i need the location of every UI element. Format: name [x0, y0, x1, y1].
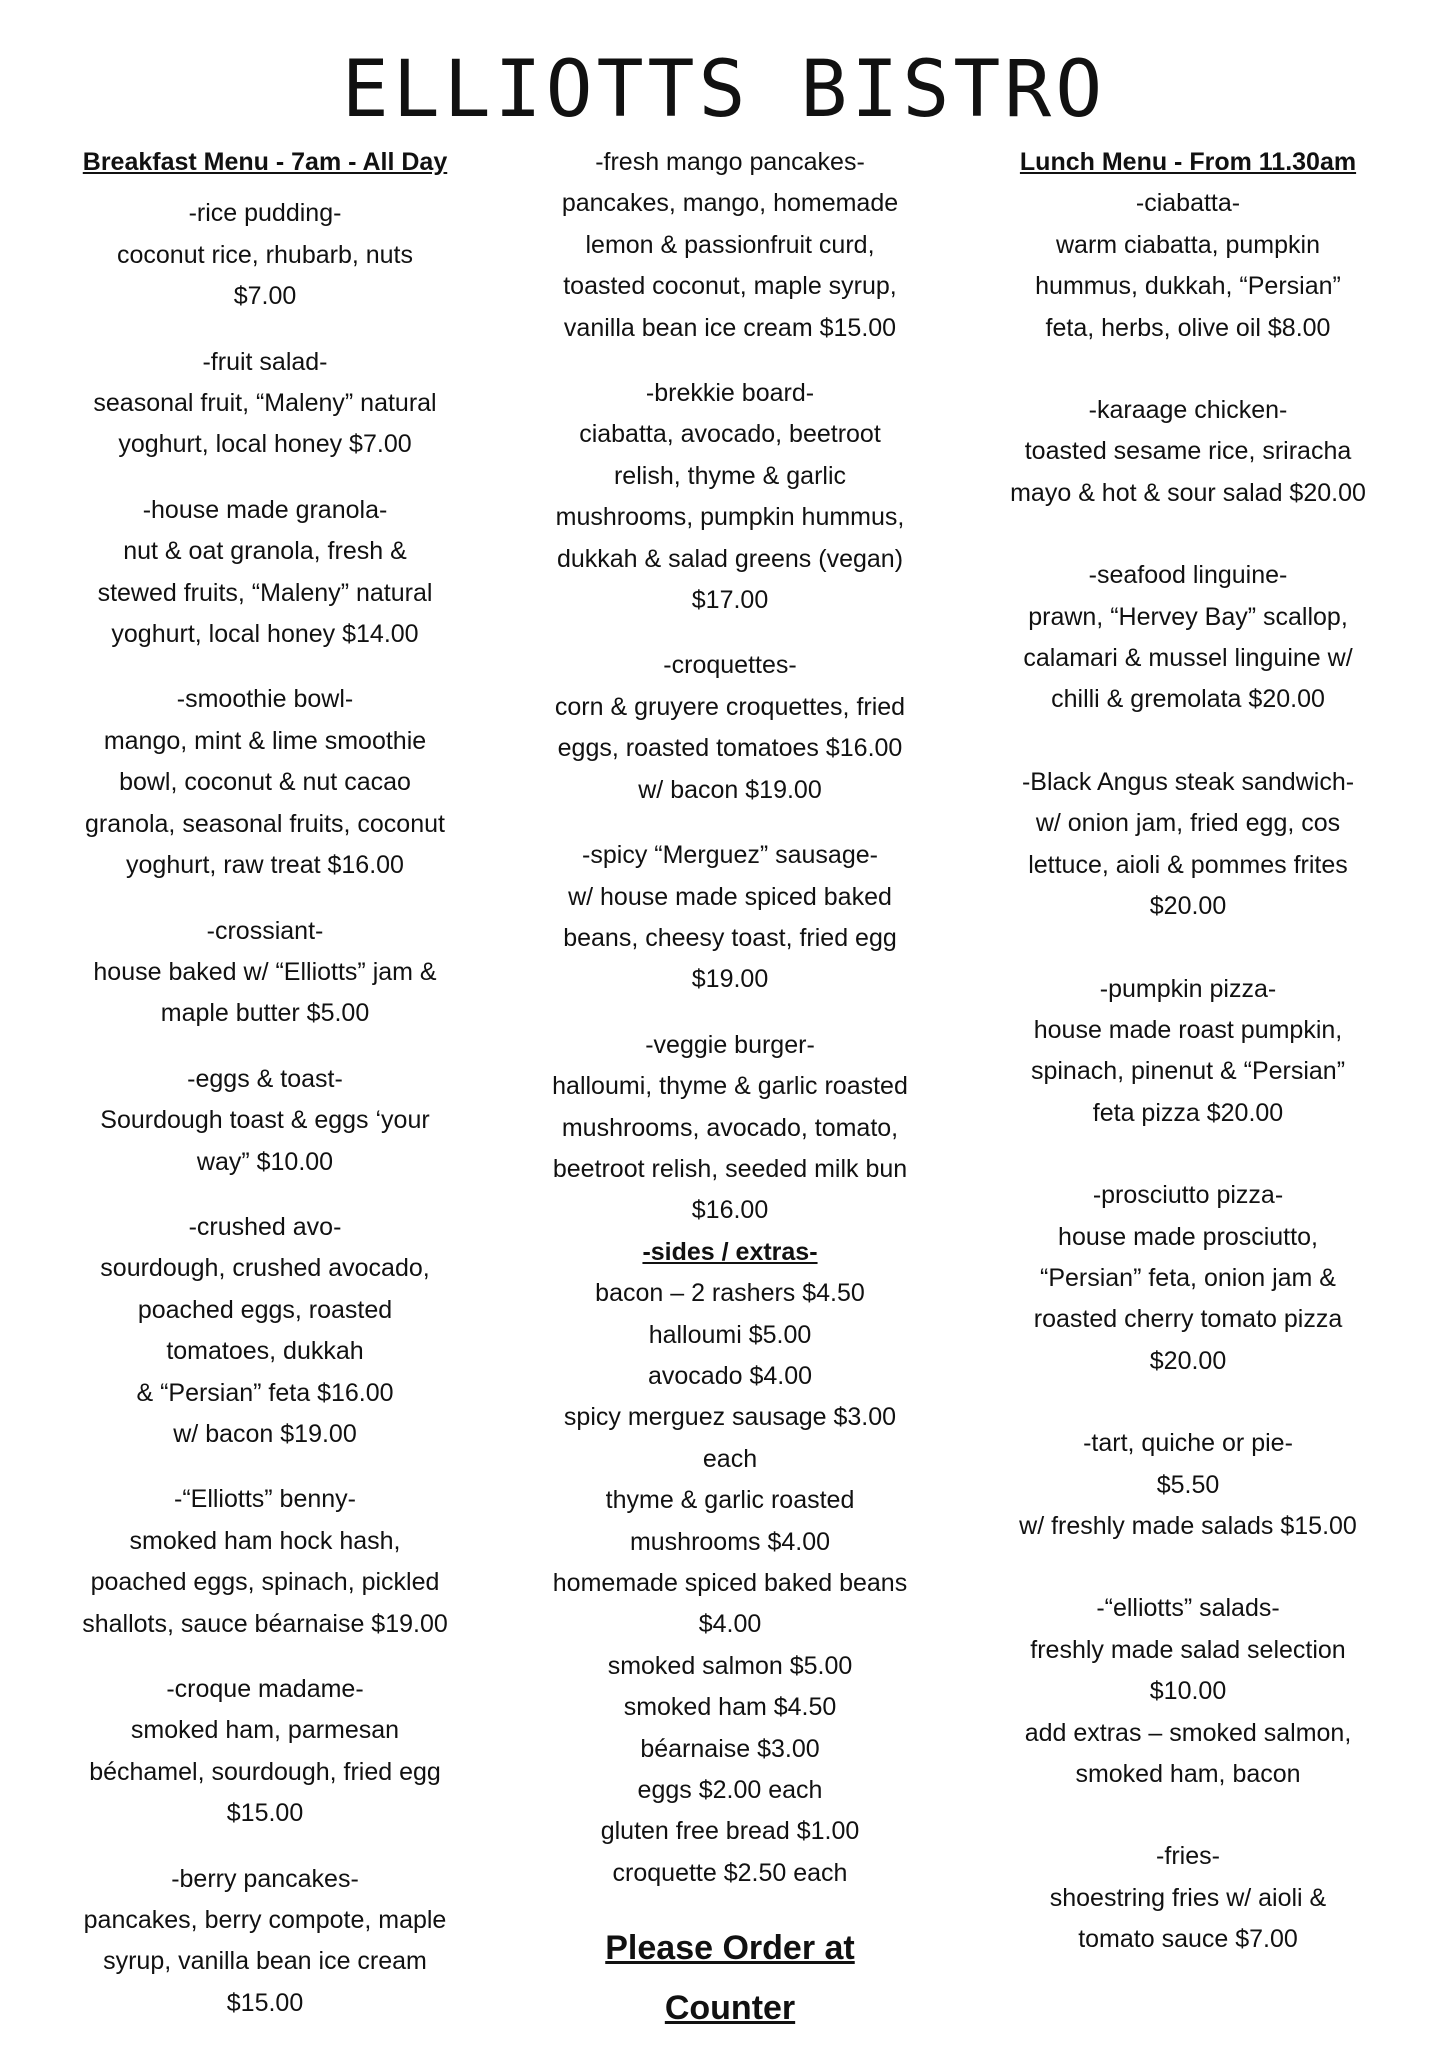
menu-item-name: -ciabatta-	[1135, 189, 1241, 218]
menu-item-line: sourdough, crushed avocado,	[100, 1254, 430, 1283]
menu-item-line: vanilla bean ice cream $15.00	[563, 313, 897, 342]
menu-item-line: feta pizza $20.00	[1092, 1098, 1284, 1127]
menu-item-name: -“elliotts” salads-	[1096, 1594, 1280, 1623]
menu-item-line: béchamel, sourdough, fried egg	[89, 1757, 441, 1786]
breakfast-item	[50, 679, 480, 886]
menu-item-line: $15.00	[226, 1988, 304, 2017]
order-notice	[510, 1918, 950, 2038]
menu-item-line: & “Persian” feta $16.00	[136, 1378, 394, 1407]
breakfast-items	[50, 193, 480, 2024]
middle-items	[510, 142, 950, 1232]
menu-item-line: tomato sauce $7.00	[1078, 1925, 1298, 1954]
middle-column	[510, 142, 950, 2038]
lunch-column	[978, 142, 1398, 2002]
menu-item-line: mayo & hot & sour salad $20.00	[1010, 478, 1366, 507]
breakfast-item	[510, 645, 950, 811]
menu-item-line: $17.00	[691, 586, 769, 615]
menu-item-line: house made roast pumpkin,	[1033, 1015, 1343, 1044]
menu-item-line: freshly made salad selection	[1030, 1635, 1346, 1664]
menu-item-name: -berry pancakes-	[171, 1864, 359, 1893]
breakfast-item	[510, 373, 950, 621]
menu-item-name: -Black Angus steak sandwich-	[1021, 767, 1355, 796]
breakfast-item	[50, 342, 480, 466]
menu-item-line: mushrooms, pumpkin hummus,	[555, 503, 905, 532]
menu-item-line: shoestring fries w/ aioli &	[1049, 1883, 1327, 1912]
menu-item-line: corn & gruyere croquettes, fried	[554, 692, 906, 721]
menu-item-line: shallots, sauce béarnaise $19.00	[82, 1609, 448, 1638]
menu-item-line: mango, mint & lime smoothie	[103, 726, 427, 755]
breakfast-item	[510, 142, 950, 349]
menu-item-name: -smoothie bowl-	[176, 685, 354, 714]
menu-item-line: tomatoes, dukkah	[166, 1337, 364, 1366]
menu-item-name: -fruit salad-	[202, 347, 328, 376]
lunch-item	[978, 555, 1398, 721]
menu-item-line: ciabatta, avocado, beetroot	[579, 420, 881, 449]
menu-item-line: stewed fruits, “Maleny” natural	[97, 578, 433, 607]
menu-item-line: $15.00	[226, 1799, 304, 1828]
menu-item-line: bowl, coconut & nut cacao	[119, 768, 411, 797]
menu-item-line: w/ bacon $19.00	[173, 1419, 357, 1448]
sides-heading: -sides / extras-	[642, 1237, 818, 1266]
menu-item-name: -brekkie board-	[645, 379, 815, 408]
breakfast-heading: Breakfast Menu - 7am - All Day	[82, 148, 448, 176]
lunch-item	[978, 183, 1398, 349]
menu-item-line: seasonal fruit, “Maleny” natural	[93, 389, 437, 418]
menu-item-name: -seafood linguine-	[1088, 561, 1288, 590]
breakfast-column	[50, 142, 480, 2048]
lunch-item	[978, 1423, 1398, 1547]
menu-item-name: -spicy “Merguez” sausage-	[582, 841, 878, 870]
menu-item-line: dukkah & salad greens (vegan)	[556, 544, 904, 573]
breakfast-item	[50, 193, 480, 317]
menu-item-line: w/ freshly made salads $15.00	[1019, 1511, 1357, 1540]
menu-item-line: beans, cheesy toast, fried egg	[563, 923, 897, 952]
menu-item-line: prawn, “Hervey Bay” scallop,	[1028, 602, 1348, 631]
menu-item-line: yoghurt, local honey $14.00	[111, 620, 419, 649]
menu-item-line: yoghurt, raw treat $16.00	[126, 851, 404, 880]
menu-item-line: coconut rice, rhubarb, nuts	[117, 240, 413, 269]
menu-item-line: house baked w/ “Elliotts” jam &	[93, 957, 437, 986]
breakfast-item	[50, 1479, 480, 1645]
side-item: béarnaise $3.00	[640, 1734, 820, 1763]
side-item: each	[702, 1444, 758, 1473]
breakfast-item	[50, 1669, 480, 1835]
menu-item-line: $10.00	[1149, 1677, 1227, 1706]
page-title: ELLIOTTS BISTRO	[341, 45, 1107, 135]
lunch-item	[978, 969, 1398, 1135]
menu-item-name: -croque madame-	[166, 1675, 364, 1703]
menu-item-line: $20.00	[1149, 1346, 1227, 1375]
menu-item-line: calamari & mussel linguine w/	[1023, 644, 1353, 673]
menu-item-line: way” $10.00	[196, 1147, 334, 1176]
lunch-heading: Lunch Menu - From 11.30am	[1019, 148, 1357, 176]
menu-item-name: -croquettes-	[663, 651, 797, 680]
menu-item-name: -house made granola-	[142, 495, 388, 524]
side-item: halloumi $5.00	[648, 1320, 812, 1349]
menu-item-name: -eggs & toast-	[187, 1064, 343, 1093]
menu-item-line: relish, thyme & garlic	[613, 461, 847, 490]
side-item: smoked salmon $5.00	[607, 1651, 853, 1680]
order-line-1: Please Order at	[605, 1929, 855, 1968]
menu-item-line: mushrooms, avocado, tomato,	[561, 1113, 899, 1142]
menu-item-line: house made prosciutto,	[1058, 1222, 1318, 1251]
breakfast-item	[50, 1059, 480, 1183]
menu-item-name: -prosciutto pizza-	[1092, 1181, 1284, 1210]
menu-item-line: toasted coconut, maple syrup,	[563, 272, 897, 301]
side-item: bacon – 2 rashers $4.50	[595, 1279, 865, 1308]
menu-item-line: feta, herbs, olive oil $8.00	[1045, 313, 1331, 342]
menu-item-line: $5.50	[1156, 1470, 1220, 1499]
menu-item-line: beetroot relish, seeded milk bun	[552, 1154, 908, 1183]
lunch-item	[978, 390, 1398, 514]
menu-item-line: Sourdough toast & eggs ‘your	[100, 1106, 430, 1135]
menu-item-line: poached eggs, spinach, pickled	[90, 1568, 440, 1597]
menu-item-line: syrup, vanilla bean ice cream	[103, 1947, 427, 1976]
side-item: gluten free bread $1.00	[600, 1817, 860, 1846]
menu-item-name: -tart, quiche or pie-	[1083, 1429, 1293, 1458]
side-item: croquette $2.50 each	[612, 1858, 848, 1887]
side-item: mushrooms $4.00	[629, 1527, 831, 1556]
menu-item-line: lettuce, aioli & pommes frites	[1028, 850, 1348, 879]
menu-item-name: -veggie burger-	[645, 1030, 815, 1059]
side-item: spicy merguez sausage $3.00	[563, 1403, 897, 1432]
menu-item-line: w/ onion jam, fried egg, cos	[1035, 809, 1341, 838]
menu-item-line: w/ house made spiced baked	[568, 882, 892, 911]
menu-item-name: -“Elliotts” benny-	[174, 1485, 356, 1514]
menu-item-line: nut & oat granola, fresh &	[123, 537, 407, 566]
menu-item-name: -fresh mango pancakes-	[595, 148, 865, 176]
menu-item-line: chilli & gremolata $20.00	[1051, 685, 1325, 714]
menu-item-line: “Persian” feta, onion jam &	[1040, 1263, 1336, 1292]
side-item: $4.00	[698, 1610, 762, 1639]
menu-item-line: $19.00	[691, 965, 769, 994]
side-item: smoked ham $4.50	[623, 1693, 837, 1722]
menu-item-name: -fries-	[1156, 1842, 1220, 1871]
order-line-2: Counter	[664, 1989, 796, 2028]
menu-item-name: -crossiant-	[206, 916, 324, 945]
breakfast-item	[510, 835, 950, 1001]
menu-item-line: pancakes, mango, homemade	[561, 189, 899, 218]
lunch-item	[978, 762, 1398, 928]
menu-item-line: granola, seasonal fruits, coconut	[85, 809, 445, 838]
menu-item-line: poached eggs, roasted	[137, 1295, 393, 1324]
side-item: avocado $4.00	[647, 1361, 813, 1390]
menu-item-line: toasted sesame rice, sriracha	[1024, 437, 1352, 466]
menu-item-line: $16.00	[691, 1196, 769, 1225]
menu-item-line: add extras – smoked salmon,	[1024, 1718, 1352, 1747]
menu-item-line: $20.00	[1149, 892, 1227, 921]
menu-item-line: smoked ham hock hash,	[129, 1526, 401, 1555]
side-item: thyme & garlic roasted	[605, 1486, 855, 1515]
menu-item-name: -crushed avo-	[188, 1212, 342, 1241]
lunch-item	[978, 1175, 1398, 1382]
menu-item-line: hummus, dukkah, “Persian”	[1035, 272, 1341, 301]
sides-list	[510, 1273, 950, 1894]
menu-item-line: warm ciabatta, pumpkin	[1055, 230, 1320, 259]
menu-item-name: -pumpkin pizza-	[1099, 974, 1277, 1003]
lunch-item	[978, 1836, 1398, 1960]
menu-item-line: eggs, roasted tomatoes $16.00	[557, 734, 903, 763]
menu-item-line: smoked ham, bacon	[1075, 1760, 1301, 1788]
breakfast-item	[50, 911, 480, 1035]
breakfast-item	[50, 490, 480, 656]
menu-item-line: maple butter $5.00	[160, 999, 370, 1028]
menu-item-line: yoghurt, local honey $7.00	[118, 430, 412, 459]
side-item: eggs $2.00 each	[637, 1776, 823, 1805]
menu-item-line: roasted cherry tomato pizza	[1033, 1305, 1343, 1334]
breakfast-item	[510, 1025, 950, 1232]
menu-item-line: smoked ham, parmesan	[130, 1716, 400, 1745]
menu-item-name: -rice pudding-	[188, 199, 342, 228]
menu-item-line: pancakes, berry compote, maple	[83, 1906, 447, 1935]
lunch-item	[978, 1588, 1398, 1795]
menu-item-line: spinach, pinenut & “Persian”	[1030, 1057, 1346, 1086]
menu-item-line: lemon & passionfruit curd,	[585, 230, 875, 259]
breakfast-item	[50, 1859, 480, 2025]
menu-item-name: -karaage chicken-	[1088, 396, 1288, 425]
side-item: homemade spiced baked beans	[552, 1569, 908, 1597]
lunch-items	[978, 183, 1398, 1960]
menu-item-line: halloumi, thyme & garlic roasted	[552, 1072, 908, 1101]
menu-item-line: $7.00	[233, 282, 297, 311]
menu-item-line: w/ bacon $19.00	[638, 775, 822, 804]
breakfast-item	[50, 1207, 480, 1455]
